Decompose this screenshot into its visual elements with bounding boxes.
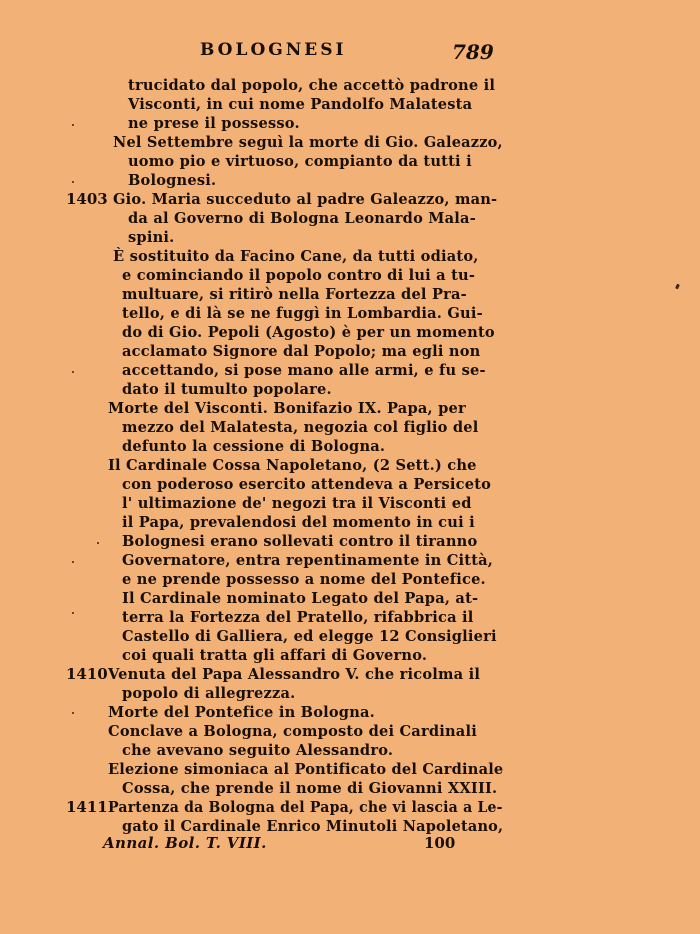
text-line: Il Cardinale nominato Legato del Papa, at- (122, 590, 479, 607)
text-line: Gio. Maria succeduto al padre Galeazzo, man- (113, 191, 498, 208)
scan-speck (72, 612, 74, 614)
text-line: con poderoso esercito attendeva a Persiceto (122, 476, 492, 493)
text-line: accettando, si pose mano alle armi, e fu se- (122, 362, 486, 379)
text-line: È sostituito da Facino Cane, da tutti odiato, (113, 248, 479, 265)
signature-mark: Annal. Bol. T. VIII. (103, 834, 267, 852)
text-line: coi quali tratta gli affari di Governo. (122, 647, 428, 664)
text-line: ne prese il possesso. (128, 115, 300, 132)
text-line: defunto la cessione di Bologna. (122, 438, 386, 455)
text-line: e cominciando il popolo contro di lui a tu- (122, 267, 476, 284)
text-line: Venuta del Papa Alessandro V. che ricolma il (108, 666, 481, 683)
running-header: BOLOGNESI (200, 40, 347, 60)
text-line: Bolognesi. (128, 172, 217, 189)
text-line: trucidato dal popolo, che accettò padrone il (128, 77, 496, 94)
text-line: Il Cardinale Cossa Napoletano, (2 Sett.) che (108, 457, 477, 474)
scan-speck (72, 712, 74, 714)
scan-speck (72, 124, 74, 126)
text-line: che avevano seguito Alessandro. (122, 742, 394, 759)
year-marker: 1403 (66, 190, 108, 208)
text-line: Conclave a Bologna, composto dei Cardinali (108, 723, 477, 740)
text-line: multuare, si ritirò nella Fortezza del Pra- (122, 286, 467, 303)
text-line: do di Gio. Pepoli (Agosto) è per un momento (122, 324, 495, 341)
scan-speck (72, 371, 74, 373)
scan-speck (72, 181, 74, 183)
text-line: Nel Settembre seguì la morte di Gio. Galeazzo, (113, 134, 503, 151)
text-line: spini. (128, 229, 175, 246)
text-line: popolo di allegrezza. (122, 685, 296, 702)
text-line: Cossa, che prende il nome di Giovanni XXIII. (122, 780, 498, 797)
text-line: Castello di Galliera, ed elegge 12 Consiglieri (122, 628, 497, 645)
year-marker: 1410 (66, 665, 108, 683)
text-line: l' ultimazione de' negozi tra il Visconti ed (122, 495, 472, 512)
text-line: Morte del Pontefice in Bologna. (108, 704, 375, 721)
text-line: Visconti, in cui nome Pandolfo Malatesta (128, 96, 473, 113)
text-line: Bolognesi erano sollevati contro il tiranno (122, 533, 478, 550)
page-number: 789 (452, 40, 494, 64)
text-line: acclamato Signore dal Popolo; ma egli non (122, 343, 481, 360)
text-line: Governatore, entra repentinamente in Città, (122, 552, 494, 569)
scan-speck (97, 542, 99, 544)
signature-number: 100 (424, 834, 456, 852)
text-line: e ne prende possesso a nome del Pontefice. (122, 571, 486, 588)
text-line: gato il Cardinale Enrico Minutoli Napoletano, (122, 818, 504, 835)
year-marker: 1411 (66, 798, 108, 816)
text-line: da al Governo di Bologna Leonardo Mala- (128, 210, 476, 227)
text-line: Morte del Visconti. Bonifazio IX. Papa, per (108, 400, 466, 417)
text-line: Elezione simoniaca al Pontificato del Cardinale (108, 761, 504, 778)
scan-speck (675, 284, 680, 290)
text-line: dato il tumulto popolare. (122, 381, 332, 398)
text-line: mezzo del Malatesta, negozia col figlio del (122, 419, 479, 436)
text-line: terra la Fortezza del Pratello, rifabbrica il (122, 609, 474, 626)
text-line: tello, e di là se ne fuggì in Lombardia. Gui- (122, 305, 483, 322)
text-line: il Papa, prevalendosi del momento in cui i (122, 514, 475, 531)
text-line: uomo pio e virtuoso, compianto da tutti i (128, 153, 472, 170)
text-line: Partenza da Bologna del Papa, che vi lascia a Le- (108, 799, 503, 816)
scan-speck (72, 561, 74, 563)
